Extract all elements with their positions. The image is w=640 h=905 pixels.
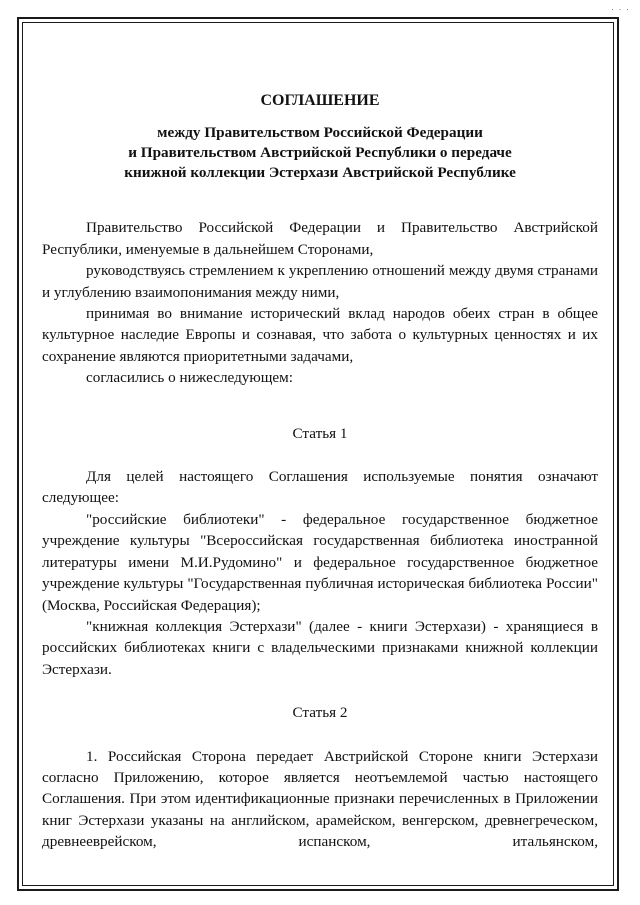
preamble-paragraph: принимая во внимание исторический вклад народов обеих стран в общее культурное наследие Европы и сознавая, что забота о культурных ценностях и их сохранение являются приоритетными задачами, bbox=[42, 305, 598, 365]
preamble-paragraph: согласились о нижеследующем: bbox=[86, 369, 294, 387]
article-1-heading: Статья 1 bbox=[292, 424, 348, 442]
article-1-paragraph: Для целей настоящего Соглашения используемые понятия означают следующее: bbox=[42, 468, 598, 507]
document-title: СОГЛАШЕНИЕ bbox=[260, 92, 380, 109]
corner-mark: · · · bbox=[611, 4, 630, 14]
document-body bbox=[42, 90, 598, 853]
subtitle-line: между Правительством Российской Федерации bbox=[157, 124, 483, 142]
article-1-paragraph: "российские библиотеки" - федеральное государственное бюджетное учреждение культуры "Всероссийская государственная библиотека иностранной литературы имени М.И.Рудомино" и федеральное государственное бюджетное учреждение культуры "Государственная публичная историческая библиотека России" (Москва, Российская Федерация); bbox=[42, 510, 598, 614]
article-1-paragraph: "книжная коллекция Эстерхази" (далее - книги Эстерхази) - хранящиеся в российских библиотеках книги с владельческими признаками книжной коллекции Эстерхази. bbox=[42, 617, 598, 678]
document-subtitle bbox=[42, 123, 598, 183]
subtitle-line: и Правительством Австрийской Республики о передаче bbox=[128, 144, 512, 162]
preamble-paragraph: руководствуясь стремлением к укреплению отношений между двумя странами и углублению взаимопонимания между ними, bbox=[42, 262, 598, 301]
subtitle-line: книжной коллекции Эстерхази Австрийской Республике bbox=[124, 164, 516, 182]
article-2-heading: Статья 2 bbox=[292, 704, 348, 722]
preamble-paragraph: Правительство Российской Федерации и Правительство Австрийской Республики, именуемые в дальнейшем Сторонами, bbox=[42, 219, 598, 258]
article-2-paragraph: 1. Российская Сторона передает Австрийской Стороне книги Эстерхази согласно Приложению, которое является неотъемлемой частью настоящего Соглашения. При этом идентификационные признаки перечисленных в Приложении книг Эстерхази указаны на английском, арамейском, венгерском, древнегреческом, древнееврейском, испанском, итальянском, bbox=[42, 747, 598, 851]
